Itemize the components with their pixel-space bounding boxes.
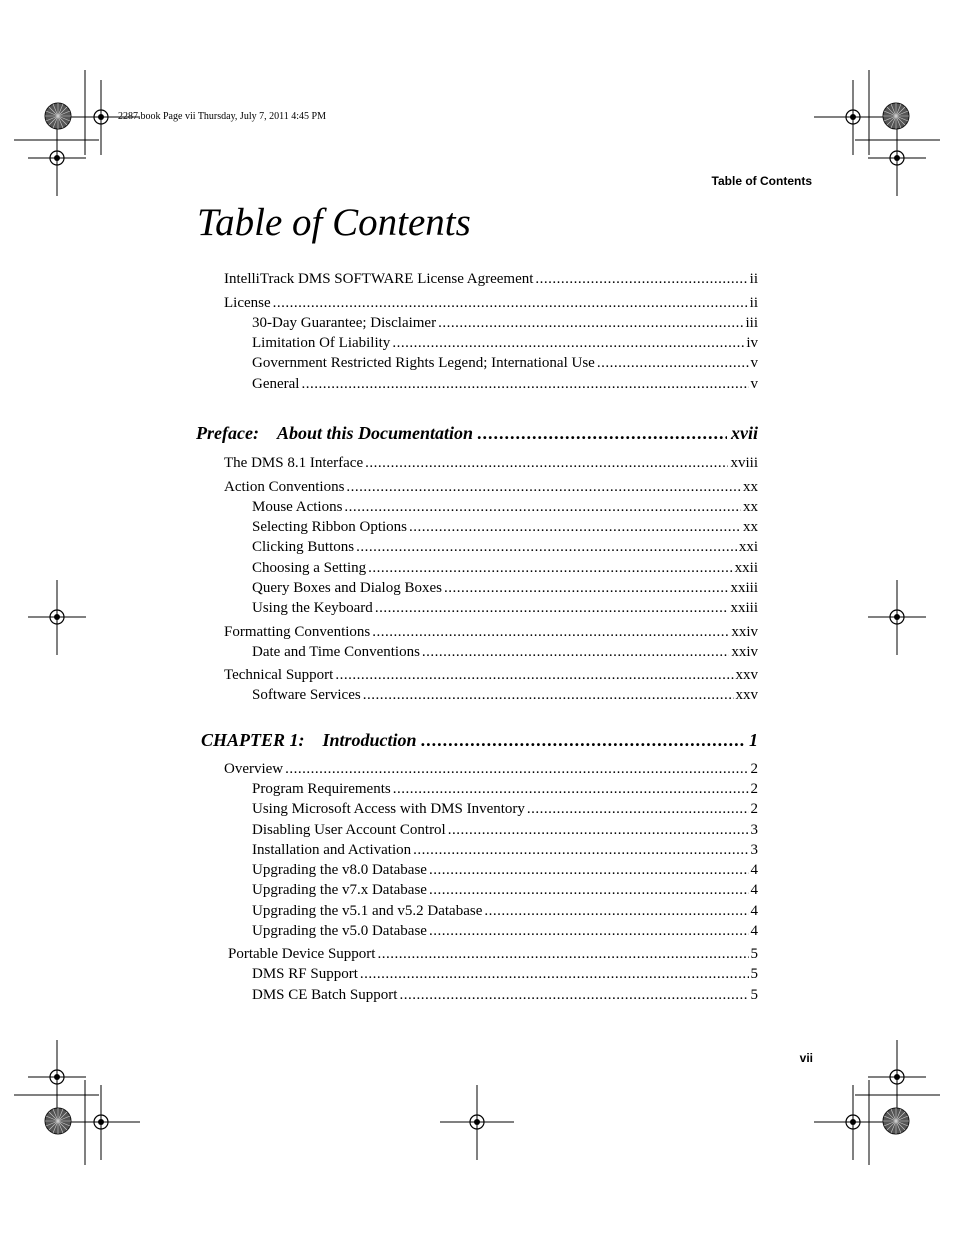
toc-subentry[interactable]: Choosing a Setting ..... xxii xyxy=(252,559,758,577)
toc-entry[interactable]: The DMS 8.1 Interface ..... xviii xyxy=(224,454,758,472)
toc-subentry[interactable]: Using Microsoft Access with DMS Inventory ..... 2 xyxy=(252,800,758,818)
toc-entry[interactable]: Overview ..... 2 xyxy=(224,760,758,778)
toc-subentry[interactable]: General ..... v xyxy=(252,375,758,393)
toc-entry[interactable]: Formatting Conventions ..... xxiv xyxy=(224,623,758,641)
toc-subentry[interactable]: Limitation Of Liability ..... iv xyxy=(252,334,758,352)
toc-preface-heading[interactable]: Preface: About this Documentation ..... xvii xyxy=(196,422,758,444)
toc-subentry[interactable]: Disabling User Account Control ..... 3 xyxy=(252,821,758,839)
running-head: Table of Contents xyxy=(711,174,812,188)
toc-entry[interactable]: Action Conventions ..... xx xyxy=(224,478,758,496)
toc-subentry[interactable]: Upgrading the v5.0 Database ..... 4 xyxy=(252,922,758,940)
toc-subentry[interactable]: Upgrading the v8.0 Database ..... 4 xyxy=(252,861,758,879)
toc-entry[interactable]: IntelliTrack DMS SOFTWARE License Agreement ..... ii xyxy=(224,270,758,288)
toc-subentry[interactable]: Date and Time Conventions ..... xxiv xyxy=(252,643,758,661)
printer-slug: 2287.book Page vii Thursday, July 7, 2011 4:45 PM xyxy=(118,111,326,122)
toc-subentry[interactable]: Program Requirements ..... 2 xyxy=(252,780,758,798)
page-number: vii xyxy=(799,1051,813,1065)
toc-chapter-heading[interactable]: CHAPTER 1: Introduction ..... 1 xyxy=(201,729,758,751)
toc-subentry[interactable]: Upgrading the v5.1 and v5.2 Database ..... 4 xyxy=(252,902,758,920)
toc-entry[interactable]: Technical Support ..... xxv xyxy=(224,666,758,684)
toc-subentry[interactable]: Mouse Actions ..... xx xyxy=(252,498,758,516)
page-title: Table of Contents xyxy=(197,201,471,244)
toc-subentry[interactable]: Installation and Activation ..... 3 xyxy=(252,841,758,859)
toc-subentry[interactable]: Query Boxes and Dialog Boxes ..... xxiii xyxy=(252,579,758,597)
toc-entry[interactable]: Portable Device Support ..... 5 xyxy=(228,945,758,963)
toc-subentry[interactable]: DMS RF Support ..... 5 xyxy=(252,965,758,983)
toc-subentry[interactable]: 30-Day Guarantee; Disclaimer ..... iii xyxy=(252,314,758,332)
toc-subentry[interactable]: Selecting Ribbon Options ..... xx xyxy=(252,518,758,536)
toc-subentry[interactable]: Using the Keyboard ..... xxiii xyxy=(252,599,758,617)
toc-subentry[interactable]: Clicking Buttons ..... xxi xyxy=(252,538,758,556)
toc-subentry[interactable]: DMS CE Batch Support ..... 5 xyxy=(252,986,758,1004)
toc-entry[interactable]: License ..... ii xyxy=(224,294,758,312)
toc-subentry[interactable]: Upgrading the v7.x Database ..... 4 xyxy=(252,881,758,899)
toc-subentry[interactable]: Software Services ..... xxv xyxy=(252,686,758,704)
toc-subentry[interactable]: Government Restricted Rights Legend; International Use ..... v xyxy=(252,354,758,372)
